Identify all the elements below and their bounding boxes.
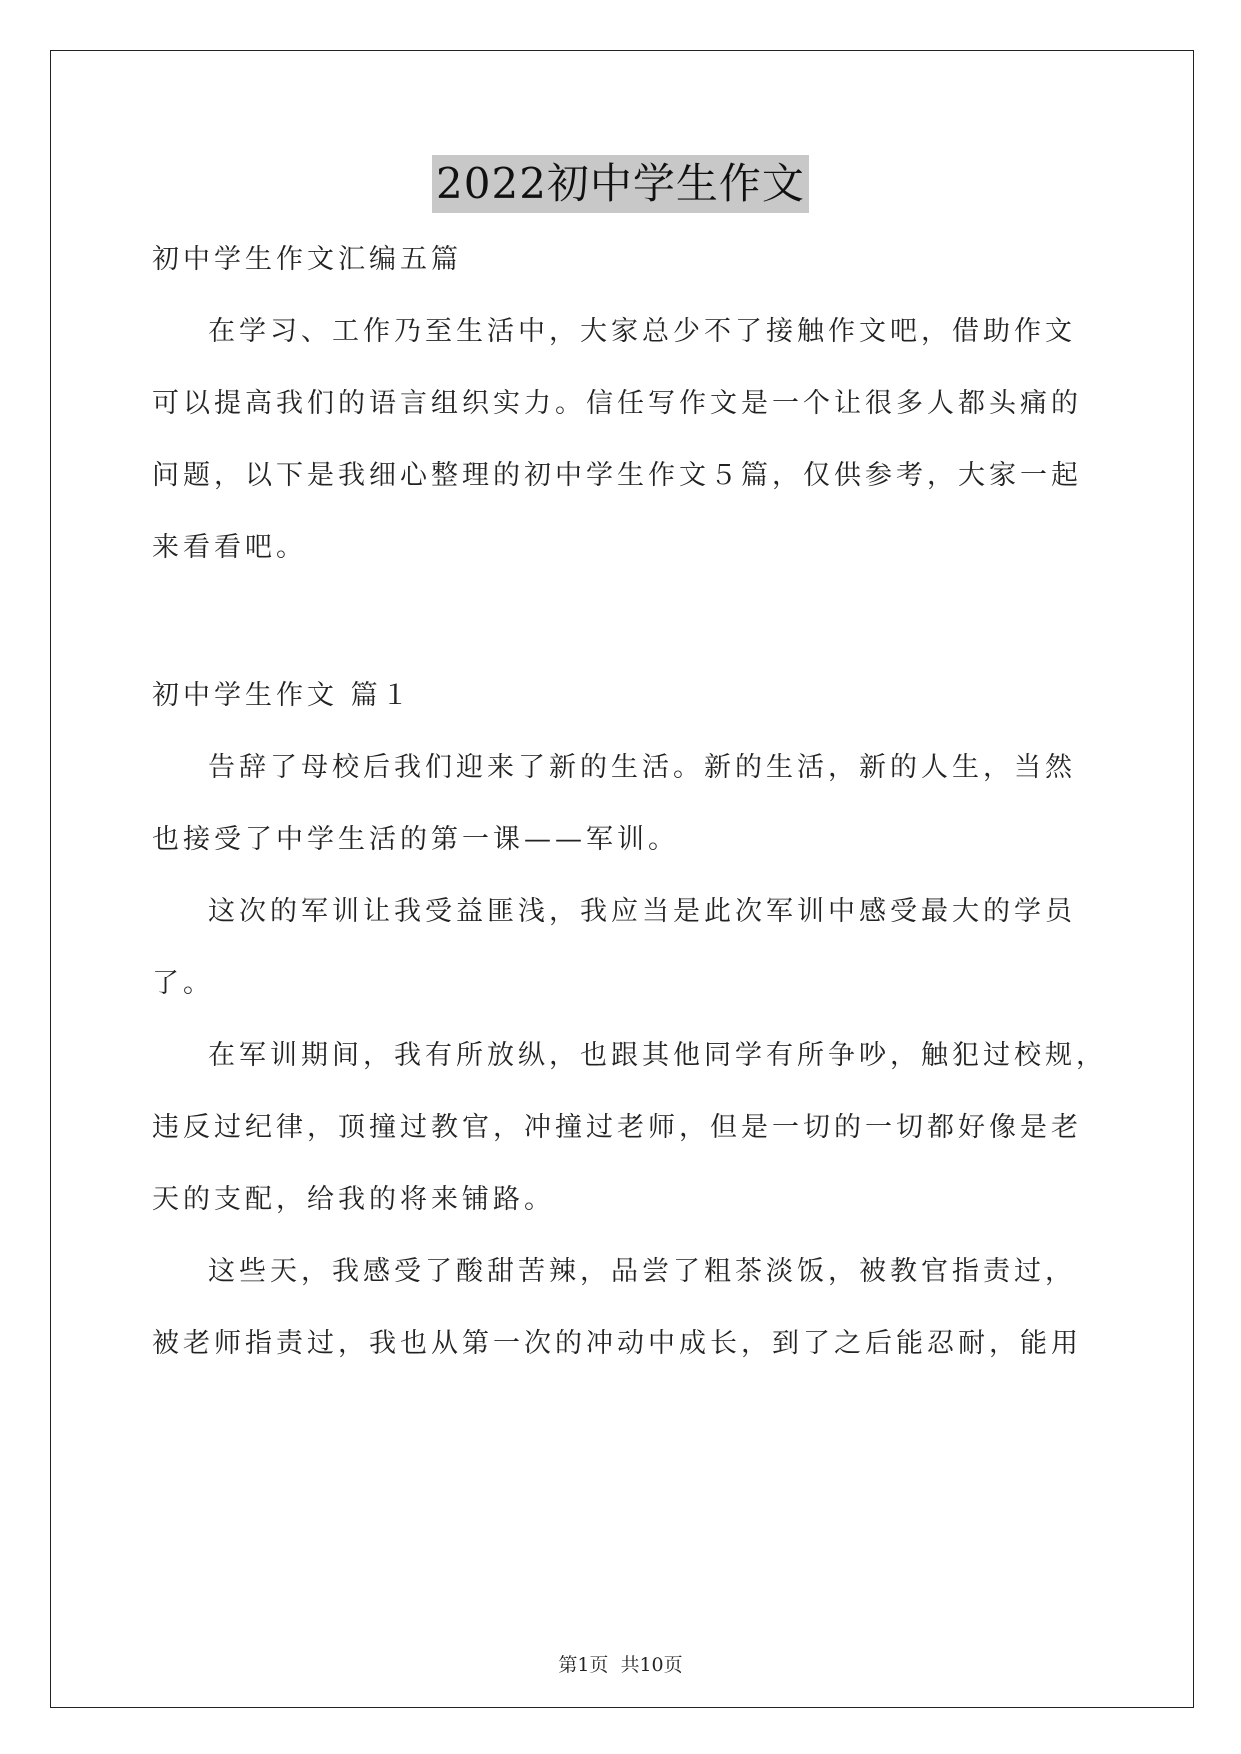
page-footer <box>0 1650 1241 1677</box>
page-number: 第1页 <box>558 1654 609 1676</box>
paragraph-line: 来看看吧。 <box>152 532 307 563</box>
paragraph-line: 告辞了母校后我们迎来了新的生活。新的生活，新的人生，当然 <box>208 752 1076 783</box>
subtitle-line: 初中学生作文汇编五篇 <box>152 244 462 275</box>
title-wrapper <box>0 155 1241 213</box>
paragraph-line: 在学习、工作乃至生活中，大家总少不了接触作文吧，借助作文 <box>208 316 1076 347</box>
paragraph-line: 可以提高我们的语言组织实力。信任写作文是一个让很多人都头痛的 <box>152 388 1082 419</box>
paragraph-line: 在军训期间，我有所放纵，也跟其他同学有所争吵，触犯过校规， <box>208 1040 1107 1071</box>
paragraph-line: 问题，以下是我细心整理的初中学生作文５篇，仅供参考，大家一起 <box>152 460 1082 491</box>
paragraph-line: 这次的军训让我受益匪浅，我应当是此次军训中感受最大的学员 <box>208 896 1076 927</box>
paragraph-line: 这些天，我感受了酸甜苦辣，品尝了粗茶淡饭，被教官指责过， <box>208 1256 1076 1287</box>
page-border <box>50 50 1194 1708</box>
document-title: 2022初中学生作文 <box>432 155 809 213</box>
page-total: 共10页 <box>620 1654 683 1676</box>
paragraph-line: 违反过纪律，顶撞过教官，冲撞过老师，但是一切的一切都好像是老 <box>152 1112 1082 1143</box>
section-heading: 初中学生作文 篇１ <box>152 680 413 711</box>
paragraph-line: 天的支配，给我的将来铺路。 <box>152 1184 555 1215</box>
paragraph-line: 被老师指责过，我也从第一次的冲动中成长，到了之后能忍耐，能用 <box>152 1328 1082 1359</box>
paragraph-line: 也接受了中学生活的第一课——军训。 <box>152 824 679 855</box>
paragraph-line: 了。 <box>152 968 214 999</box>
